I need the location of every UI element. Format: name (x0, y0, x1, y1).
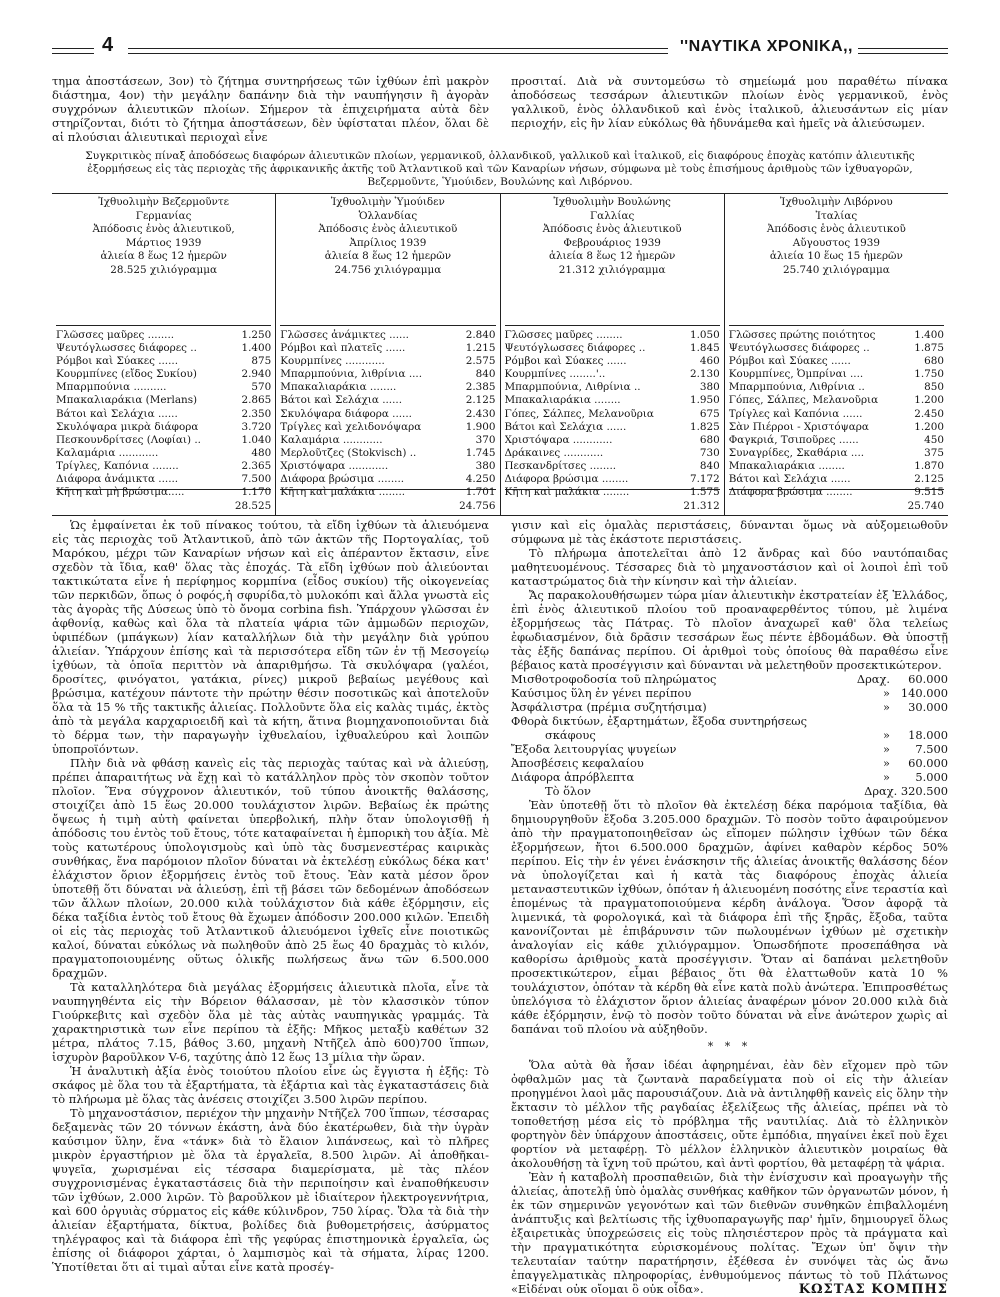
table-row (729, 421, 944, 434)
fish-name: Γόπες, Σάλπες, Μελανοῦρια (504, 407, 654, 420)
cost-amount: » 7.500 (883, 742, 948, 757)
table-row (56, 460, 271, 473)
body-left-column (52, 518, 489, 1297)
fish-name: Βάτοι καὶ Σελάχια ...... (728, 473, 851, 486)
fish-weight: 380 (699, 381, 720, 394)
intro-right-paragraph: προσιταί. Διὰ νὰ συντομεύσω τὸ σημείωμά μου παραθέτω πίνακα ἀποδόσεως τεσσάρων ἁλιευτικῶν πλοίων ἑνὸς γερμανικοῦ, ἑνὸς γαλλικοῦ, ἑνὸς ὁλλανδικοῦ καὶ ἑνὸς ἰταλικοῦ, ἁλιευσάντων εἰς μίαν περιοχήν, εἰς ἣν λίαν εὐκόλως θὰ ἠδυνάμεθα καὶ ἡμεῖς νὰ ἁλιεύσωμεν. (511, 74, 948, 130)
fish-weight: 1.040 (241, 433, 272, 446)
fish-weight: 680 (924, 355, 944, 368)
fish-name: Διάφορα βρώσιμα ........ (728, 486, 853, 499)
fish-name: Βάτοι καὶ Σελάχια ...... (56, 407, 178, 420)
table-heading-line: Γαλλίας (589, 209, 635, 222)
table-heading (56, 194, 271, 326)
table-heading-line: ἁλιεία 8 ἕως 12 ἡμερῶν (548, 250, 676, 263)
table-row (729, 408, 944, 421)
table-heading-line: Αὔγουστος 1939 (792, 236, 880, 249)
fish-name: Γλῶσσες μαῦρες ........ (504, 329, 623, 341)
table-row (280, 381, 495, 394)
fish-weight: 1.200 (914, 420, 944, 433)
table-row (280, 473, 495, 486)
fish-name: Διάφορα ἀνάμικτα ...... (56, 473, 179, 486)
table-row (56, 381, 271, 394)
fish-weight: 1.701 (465, 486, 496, 499)
magazine-page (52, 34, 948, 1297)
fish-name: Τρίγλες καὶ Καπόνια ...... (728, 407, 863, 420)
body-right-paragraph: Ἐὰν ἡ καταβολὴ προσπαθειῶν, διὰ τὴν ἐνίσχυσιν καὶ προαγωγὴν τῆς ἁλιείας, ἀποτελῇ ὑπὸ ὁμαλὰς συνθήκας καθῆκον τῶν ὀργανωτῶν μόνον, ἡ ἐκ τῶν σημερινῶν γεγονότων καὶ τῶν διεθνῶν συνθηκῶν ἐπιβαλλομένη ἀνάπτυξις καὶ βελτίωσις τῆς ἰχθυοπαραγωγῆς παρ' ἡμῖν, δημιουργεῖ ὅλως ἐξαιρετικὰς ὑποχρεώσεις εἰς τοὺς πλησιέστερον πρὸς τὰ πράγματα καὶ τὴν πραγματικότητα εὐρισκομένους πολίτας. Ἔχων ὑπ' ὄψιν τὴν τελευταίαν ταύτην παρατήρησιν, ἐξέθεσα ἐν συνόψει τὰς ὡς ἄνω ἐπαγγελματικὰς πληροφορίας, ἐνθυμούμενος πάντως τὸ τοῦ Πλάτωνος «Εἰδέναι οὐκ οἴομαι ὃ οὐκ οἶδα». (511, 1170, 948, 1297)
page-header (52, 34, 948, 62)
fish-weight: 380 (475, 459, 496, 472)
cost-row (511, 756, 948, 770)
fish-name: Μπακαλιαράκια ........ (280, 381, 397, 394)
fish-name: Μπακαλιαράκια (Merlans) (56, 394, 198, 407)
fish-weight: 1.750 (914, 368, 944, 381)
body-columns (52, 518, 948, 1297)
fish-weight: 7.172 (690, 473, 720, 486)
fish-weight: 1.875 (914, 342, 944, 355)
table-caption: Συγκριτικὸς πίναξ ἀποδόσεως διαφόρων ἁλιευτικῶν πλοίων, γερμανικοῦ, ὁλλανδικοῦ, γαλλικοῦ καὶ ἰταλικοῦ, εἰς διαφόρους ἐποχὰς κατόπιν ἁλιευτικῆς ἐξορμήσεως εἰς τὰς περιοχὰς τῆς ἀφρικανικῆς ἀκτῆς τοῦ Ἀτλαντικοῦ καὶ τῶν Καναρίων νήσων, σύμφωνα μὲ τοὺς ἐπισήμους ἀριθμοὺς τῶν ἰχθυαγορῶν, Βεζερμοῦντε, Ὑμούιδεν, Βουλώνης καὶ Λιβόρνου. (85, 150, 915, 188)
fish-weight: 680 (699, 433, 720, 446)
fish-name: Πεσκουνδρίτσες (Λοφίαι) .. (56, 433, 201, 446)
body-left-paragraph: Τὸ μηχανοστάσιον, περιέχον τὴν μηχανὴν Ντῆζελ 700 ἵππων, τέσσαρας δεξαμενὰς τῶν 20 τόννων ἑκάστη, ἀνὰ δύο ἑκατέρωθεν, διὰ τὴν ὑγρὰν καύσιμον ὕλην, ἕνα «τάνκ» διὰ τὸ ἔλαιον λιπάνσεως, καὶ τὸ πλῆρες μικρὸν ἐργαστήριον μὲ ὅλα τὰ ἐργαλεῖα, 8.500 λιρῶν. Αἱ ἀποθῆκαι-ψυγεῖα, χωρισμέναι εἰς τέσσαρα διαμερίσματα, μὲ τὰς πλέον συγχρονισμένας ἐγκαταστάσεις διὰ τὴν περιποίησιν καὶ ἐναποθήκευσιν τῶν ἰχθύων, 2.000 λιρῶν. Τὸ βαροῦλκον μὲ ἰδιαίτερον ἠλεκτρογεννήτρια, καὶ 600 ὀργυιὰς σύρματος εἰς κάθε κύλινδρον, 750 λίρας. Ὅλα τὰ διὰ τὴν ἁλιείαν ἐξαρτήματα, δίκτυα, βολίδες διὰ βυθομετρήσεις, ἀσύρματος τηλέγραφος καὶ τὰ διάφορα ἐπὶ τῆς γεφύρας ἐπιστημονικὰ ἐργαλεῖα, ὡς ἐπίσης οἱ διάφοροι χάρται, ὁ λαμπισμὸς καὶ τὰ σήματα, λίρας 1200. Ὑποτίθεται ὅτι αἱ τιμαὶ αὗται εἶνε κατὰ προσέγ- (52, 1106, 489, 1275)
fish-name: Μπαρμπούνια, λιθρίνια .... (280, 368, 423, 381)
table-row (729, 381, 944, 394)
body-right-paragraph: Τὸ πλήρωμα ἀποτελεῖται ἀπὸ 12 ἄνδρας καὶ δύο ναυτόπαιδας μαθητευομένους. Τέσσαρες διὰ τὸ μηχανοστάσιον καὶ οἱ λοιποὶ ἐπὶ τοῦ καταστρώματος διὰ τὴν κίνησιν καὶ τὴν ἁλιείαν. (511, 546, 948, 589)
table-row (729, 368, 944, 381)
fish-name: Ρόμβοι καὶ Σύακες ...... (728, 355, 851, 368)
table-row (505, 342, 720, 355)
table-row (280, 434, 495, 447)
cost-total-amount: Δραχ. 320.500 (864, 784, 948, 799)
fish-weight: 1.170 (241, 486, 272, 499)
table-heading-line: 21.312 χιλιόγραμμα (558, 263, 666, 276)
table-heading-line: Ἰχθυολιμὴν Ὑμούιδεν (330, 196, 445, 208)
fish-name: Ψευτόγλωσσες διάφορες .. (56, 342, 197, 355)
cost-label: Φθορὰ δικτύων, ἐξαρτημάτων, ἔξοδα συντηρήσεως (511, 714, 807, 729)
table-row (505, 381, 720, 394)
fish-weight: 1.845 (690, 342, 720, 355)
comparison-tables (52, 193, 948, 516)
cost-row (511, 700, 948, 714)
table-row (280, 486, 495, 499)
fish-weight: 2.365 (241, 459, 272, 472)
body-right-paragraph: Ὅλα αὐτὰ θὰ ἦσαν ἰδέαι ἀφηρημέναι, ἐὰν δὲν εἴχομεν πρὸ τῶν ὀφθαλμῶν μας τὰ ζωντανὰ παραδείγματα ποὺ οἱ εἰς τὴν ἁλιείαν προηγμένοι λαοὶ μᾶς παρουσιάζουν. Διὰ νὰ ἀντιληφθῇ κανεὶς εἰς ὅλην τὴν ἔκτασιν τὸ μέλλον τῆς ραγδαίας ἐξελίξεως τῆς ἁλιείας, πρέπει νὰ τὸ τοποθετήσῃ μέσα εἰς τὸ πρόβλημα τῆς ναυτιλίας. Διὰ τὸ ἑλληνικὸν φορτηγὸν δὲν ὑπάρχουν ἀποστάσεις, οὔτε ἐμπόδια, πηγαίνει ἐκεῖ ποὺ ἔχει φορτίον νὰ μεταφέρῃ. Τὸ μέλλον ἑλληνικὸν ἁλιευτικὸν μοιραίως θὰ ἀκολουθήσῃ τὰ ἴχνη τοῦ πρώτου, καὶ ἀντὶ φορτίου, θὰ μεταφέρῃ τὰ ψάρια. (511, 1058, 948, 1171)
table-total: 24.756 (280, 489, 495, 515)
table-heading-line: Γερμανίας (135, 209, 192, 222)
cost-amount: » 18.000 (883, 728, 948, 743)
fish-weight: 1.050 (690, 329, 720, 341)
table-row (56, 394, 271, 407)
body-left-paragraph: Πλὴν διὰ νὰ φθάσῃ κανεὶς εἰς τὰς περιοχὰς ταύτας καὶ νὰ ἁλιεύσῃ, πρέπει ἀπαραιτήτως νὰ ἔχῃ καὶ τὸ κατάλληλον πρὸς τὸν σκοπὸν τοῦτον πλοῖον. Ἕνα σύγχρονον ἁλιευτικόν, τοῦ τύπου ἀνοικτῆς θαλάσσης, στοιχίζει ἀπὸ 15 ἕως 20.000 τουλάχιστον λιρῶν. Βεβαίως ἐκ πρώτης ὄψεως ἡ τιμὴ αὐτὴ φαίνεται ὑπερβολική, πλὴν ὅταν ὑπολογισθῇ ἡ ἀπόδοσις του ἐντὸς τοῦ ἔτους, τότε καταφαίνεται ἡ ἐμπορικὴ του ἀξία. Μὲ τοὺς κατωτέρους ὑπολογισμοὺς καὶ ὑπὸ τὰς δυσμενεστέρας καιρικὰς συνθήκας, ἕνα παρόμοιον πλοῖον δύναται νὰ ἐκτελέσῃ εὐκόλως δέκα κατ' ἐλάχιστον ὅριον ἐξορμήσεις ἐντὸς τοῦ ἔτους. Ἐὰν κατὰ μέσον ὅρον ὑποτεθῇ ὅτι δύναται νὰ ἁλιεύσῃ, ἐπὶ τῇ βάσει τῶν δεδομένων ἀποδόσεων τῶν ἄλλων πλοίων, 20.000 κιλὰ τοὐλάχιστον διὰ κάθε ἐξόρμησιν, εἰς δέκα ταξίδια ἐντὸς τοῦ ἔτους θὰ ἔχωμεν ἀπόδοσιν 200.000 κιλῶν. Ἐπειδὴ οἱ εἰς τὰς περιοχὰς τοῦ Ἀτλαντικοῦ ἁλιευόμενοι ἰχθεῖς εἶνε ποιοτικῶς καλοί, δύναται εὐκόλως νὰ πωληθοῦν ἀπὸ 25 ἕως 40 δραχμὰς τὸ κιλόν, πραγματοποιουμένης οὕτως ὁλικῆς πωλήσεως ἄνω τῶν 6.500.000 δραχμῶν. (52, 756, 489, 981)
table-row (280, 421, 495, 434)
fish-name: Κῆτη καὶ μαλάκια ........ (280, 486, 406, 499)
cost-amount: » 60.000 (883, 756, 948, 771)
fish-weight: 1.900 (465, 420, 496, 433)
table-row (280, 355, 495, 368)
fish-weight: 2.385 (465, 381, 496, 394)
fish-name: Δράκαινες ............ (504, 446, 604, 459)
fish-name: Βάτοι καὶ Σελάχια ...... (280, 394, 403, 407)
fish-name: Σὰν Πιέρροι - Χριστόψαρα (728, 420, 869, 433)
fish-weight: 9.515 (914, 486, 944, 499)
fish-name: Βάτοι καὶ Σελάχια ...... (504, 420, 627, 433)
table-row (505, 394, 720, 407)
fish-name: Γόπες, Σάλπες, Μελανοῦρια (728, 394, 879, 407)
table-row (56, 447, 271, 460)
fish-name: Μπαρμπούνια, Λιθρίνια .. (504, 381, 641, 394)
body-left-paragraph: Ἡ ἀναλυτικὴ ἀξία ἑνὸς τοιούτου πλοίου εἶνε ὡς ἔγγιστα ἡ ἑξῆς: Τὸ σκάφος μὲ ὅλα του τὰ ἐξαρτήματα, τὰ ἐξάρτια καὶ τὰς ἐγκαταστάσεις διὰ τὸ πλήρωμα μὲ ὅλας τὰς ἀνέσεις στοιχίζει 3.500 λιρῶν περίπου. (52, 1064, 489, 1107)
table-heading-line: ἁλιεία 10 ἕως 15 ἡμερῶν (769, 250, 903, 263)
cost-list (511, 672, 948, 784)
table-heading-line: 25.740 χιλιόγραμμα (782, 263, 890, 276)
table-row (505, 329, 720, 342)
table-heading-line: Ἰταλίας (815, 209, 858, 222)
fish-name: Μπακαλιαράκια ........ (728, 459, 845, 472)
table-row (56, 434, 271, 447)
intro-columns (52, 74, 948, 144)
cost-label: Ἀποσβέσεις κεφαλαίου (511, 756, 644, 771)
table-heading-line: ἁλιεία 8 ἕως 12 ἡμερῶν (100, 250, 227, 263)
fish-weight: 3.720 (241, 420, 272, 433)
body-right-paragraph: γισιν καὶ εἰς ὁμαλὰς περιστάσεις, δύνανται ὅμως νὰ αὐξομειωθοῦν σύμφωνα μὲ τὰς ἑκάστοτε περιστάσεις. (511, 518, 948, 547)
fish-name: Τρίγλες καὶ χελιδονόψαρα (280, 420, 422, 433)
table-rows (56, 326, 272, 499)
fish-yield-table (275, 194, 499, 515)
fish-yield-table (724, 194, 948, 515)
fish-name: Ρόμβοι καὶ Σύακες ...... (504, 355, 627, 368)
magazine-title: ''ΝΑΥΤΙΚΑ ΧΡΟΝΙΚΑ,, (680, 38, 853, 55)
table-row (280, 447, 495, 460)
table-row (729, 486, 944, 499)
table-total: 28.525 (56, 489, 271, 515)
fish-name: Συναγρίδες, Σκαθάρια .... (728, 446, 865, 459)
cost-label: Ἔξοδα λειτουργίας ψυγείων (511, 742, 677, 757)
fish-weight: 840 (475, 368, 496, 381)
fish-weight: 2.940 (241, 368, 272, 381)
table-row (505, 408, 720, 421)
fish-weight: 370 (475, 433, 496, 446)
body-right-paragraph: Ἄς παρακολουθήσωμεν τώρα μίαν ἁλιευτικὴν ἐκστρατείαν ἐξ Ἑλλάδος, ἐπὶ ἑνὸς ἁλιευτικοῦ πλοίου τοῦ προαναφερθέντος τύπου, μὲ λιμένα ἐξορμήσεως τὰς Πάτρας. Τὸ πλοῖον ἀναχωρεῖ καθ' ὅλα τελείως ἐφωδιασμένον, διὰ δρᾶσιν τεσσάρων ἕως πέντε ἑβδομάδων. Θὰ ὑποστῇ τὰς ἑξῆς δαπάνας περίπου. Οἱ ἀριθμοὶ τοὺς ὁποίους θὰ παραθέσω εἶνε βέβαιος κατὰ προσέγγισιν καὶ δύνανται νὰ μελετηθοῦν προσεκτικώτερον. (511, 588, 948, 673)
body-left-paragraph: Ὡς ἐμφαίνεται ἐκ τοῦ πίνακος τούτου, τὰ εἴδη ἰχθύων τὰ ἁλιευόμενα εἰς τὰς περιοχὰς τοῦ Ἀτλαντικοῦ, ἀπὸ τῶν ἀκτῶν τῆς Πορτογαλίας, τοῦ Μαρόκου, μέχρι τῶν Καναρίων νήσων καὶ εἰς ἀπέραντον ἔκτασιν, εἶνε σχεδὸν τὰ ἴδια, καθ' ὅλας τὰς ἐποχάς. Τὰ εἴδη ἰχθύων ποὺ ἁλιεύονται τακτικώτατα εἶνε ἡ περίφημος κορμπίνα (εἶδος συκίου) τῆς οἰκογενείας τῶν περκιδῶν, ὅπως ὁ ροφός,ἡ σφυρίδα,τὸ μυλοκόπι καὶ ἄλλα γνωστὰ εἰς τὰς ἀγορὰς τῆς Δύσεως ὑπὸ τὸ ὄνομα corbina fish. Ὑπάρχουν γλῶσσαι ἐν ἀφθονίᾳ, καθὼς καὶ ὅλα τὰ πλατεία ψάρια τῶν ἀμμωδῶν περιοχῶν, ὑφιπέδων (μπάγκων) λίαν καταλλήλων διὰ τὴν μεγάλην διὰ γρύπου ἁλιείαν. Ὑπάρχουν ἐπίσης καὶ τὰ περισσότερα εἴδη τῶν ἐν τῇ Μεσογείῳ ἰχθύων, τὰ ὁποῖα περιττὸν νὰ ἀπαριθμήσω. Τὰ σκυλόψαρα (γαλέοι, δροσίτες, φινόγατοι, γατάκια, ρίνες) μικροῦ βεβαίως μεγέθους καὶ βρώσιμα, κατέχουν πάντοτε τὴν πρώτην θέσιν ποσοτικῶς καὶ ἀποτελοῦν ὅλα τὰ 15 % τῆς τακτικῆς ἁλιείας. Πολλοῦντε ὅλα εἰς καλὰς τιμάς, ἐκτὸς ἀπὸ τὰ μεγάλα καρχαριοειδῆ καὶ τὰ κήτη, ἅτινα βιομηχανοποιοῦνται διὰ τὸ δέρμα των, τὴν παραγωγὴν ἰχθυελαίου, ἰχθυαλεύρου καὶ λοιπῶν ὑποπροϊόντων. (52, 518, 489, 757)
fish-weight: 1.870 (914, 459, 944, 472)
table-row (280, 368, 495, 381)
fish-weight: 1.825 (690, 420, 720, 433)
fish-weight: 840 (699, 459, 720, 472)
cost-row (511, 672, 948, 686)
body-right-column (511, 518, 948, 1297)
table-row (729, 434, 944, 447)
fish-weight: 2.840 (465, 329, 496, 341)
fish-name: Χριστόψαρα ............ (504, 433, 613, 446)
table-heading-line: Ἀπόδοσις ἑνὸς ἁλιευτικοῦ (318, 223, 458, 236)
fish-weight: 480 (251, 446, 272, 459)
cost-row (511, 742, 948, 756)
fish-name: Πεσκανδρίτσες ........ (504, 459, 617, 472)
fish-weight: 570 (251, 381, 272, 394)
table-row (729, 473, 944, 486)
table-heading-line: Ἰχθυολιμὴν Βουλώνης (553, 196, 671, 208)
fish-name: Κουρμπίνες ........'.. (504, 368, 606, 381)
table-heading (729, 194, 944, 326)
fish-name: Σκυλόψαρα μικρὰ διάφορα (56, 420, 199, 433)
body-right-paragraph: Ἐὰν ὑποτεθῇ ὅτι τὸ πλοῖον θὰ ἐκτελέσῃ δέκα παρόμοια ταξίδια, θὰ δημιουργηθοῦν ἔξοδα 3.205.000 δραχμῶν. Τὸ ποσὸν τοῦτο ἀφαιρούμενον ἀπὸ τὴν πραγματοποιηθεῖσαν ὡς εἴπομεν πώλησιν ἰχθύων τῶν δέκα ἐξορμήσεων, ἤτοι 6.500.000 δραχμῶν, ἀφίνει καθαρὸν κέρδος 50% περίπου. Εἰς τὴν ἐν γένει ἐνάσκησιν τῆς ἁλιείας ἀνοικτῆς θαλάσσης δέον νὰ ὑπολογίζεται καὶ ἡ κατὰ τὰς διαφόρους ἐποχὰς ἁλιεία μεταναστευτικῶν ἰχθύων, ὁπόταν ἡ ἁλιευομένη ποσότης εἶνε τεραστία καὶ ἑπομένως τὰ πραγματοποιούμενα κέρδη ἀνάλογα. Ὅσον ἀφορᾷ τὰ λιμενικά, τὰ φορολογικά, καὶ τὰ διάφορα ἐπὶ τῆς ξηρᾶς, ἔξοδα, ταῦτα κανονίζονται μὲ ἐπιβάρυνσιν τῶν πωλουμένων ἰχθύων μὲ σχετικὴν ἀναλογίαν εἰς κάθε χιλιόγραμμον. Ὁπωσδήποτε προσεπάθησα νὰ καθορίσω ἀριθμοὺς κατὰ προσέγγισιν. Ὅταν αἱ δαπάναι μελετηθοῦν προσεκτικώτερον, εἶμαι βέβαιος ὅτι θὰ ἐλαττωθοῦν κατὰ 10 % τουλάχιστον, ὁπόταν τὰ κέρδη θὰ εἶνε κατὰ πολὺ ἀνώτερα. Ἐπιπροσθέτως ὑπελόγισα τὸ ἐλάχιστον ὅριον ἁλιείας ἀναφέρων μόνον 20.000 κιλὰ διὰ κάθε ἐξόρμησιν, ἐνῷ τὸ ποσὸν τοῦτο δύναται νὰ εἶνε ἀνώτερον χωρὶς αἱ δαπάναι τοῦ πλοίου νὰ αὐξηθοῦν. (511, 798, 948, 1037)
fish-weight: 675 (699, 407, 720, 420)
fish-name: Καλαμάρια ............ (280, 433, 383, 446)
fish-name: Ψευτόγλωσσες διάφορες .. (728, 342, 870, 355)
fish-name: Τρίγλες, Καπόνια ........ (56, 459, 179, 472)
table-heading-line: ἁλιεία 8 ἕως 12 ἡμερῶν (324, 250, 452, 263)
fish-name: Φαγκριά, Τσιποῦρες ...... (728, 433, 859, 446)
author-signature: ΚΩΣΤΑΣ ΚΟΜΠΗΣ (798, 1282, 948, 1297)
cost-label: Διάφορα ἀπρόβλεπτα (511, 770, 635, 785)
fish-weight: 1.400 (241, 342, 272, 355)
header-rule-middle (128, 48, 668, 54)
fish-yield-table (52, 194, 275, 515)
header-rule-right (858, 48, 948, 54)
fish-weight: 2.450 (914, 407, 944, 420)
fish-name: Κουρμπίνες ............ (280, 355, 385, 368)
cost-amount: » 140.000 (883, 686, 948, 701)
fish-name: Διάφορα βρώσιμα ........ (504, 473, 629, 486)
fish-weight: 875 (251, 355, 272, 368)
fish-name: Γλῶσσες ἀνάμικτες ...... (280, 329, 409, 341)
cost-total-label: Τὸ ὅλον (545, 784, 591, 799)
page-number: 4 (102, 34, 114, 56)
table-heading-line: Ἀπρίλιος 1939 (349, 236, 427, 249)
fish-name: Μπαρμπούνια, Λιθρίνια .. (728, 381, 865, 394)
table-rows (728, 326, 944, 499)
fish-weight: 1.400 (914, 329, 944, 341)
fish-weight: 2.125 (914, 473, 944, 486)
fish-name: Σκυλόψαρα διάφορα ...... (280, 407, 412, 420)
table-row (505, 421, 720, 434)
cost-label: Ἀσφάλιστρα (πρέμια συζητήσιμα) (511, 700, 707, 715)
table-heading-line: Ἰχθυολιμὴν Βεζερμοῦντε (98, 196, 229, 208)
table-total: 21.312 (505, 489, 720, 515)
fish-weight: 2.130 (690, 368, 720, 381)
fish-weight: 2.350 (241, 407, 272, 420)
table-heading-line: 24.756 χιλιόγραμμα (334, 263, 442, 276)
fish-weight: 2.575 (465, 355, 496, 368)
fish-weight: 2.125 (465, 394, 496, 407)
table-heading-line: Μάρτιος 1939 (125, 236, 202, 249)
fish-name: Γλῶσσες μαῦρες ........ (56, 329, 175, 341)
cost-row (511, 770, 948, 784)
table-row (505, 355, 720, 368)
table-row (280, 342, 495, 355)
table-row (280, 394, 495, 407)
fish-name: Ψευτόγλωσσες διάφορες .. (504, 342, 646, 355)
fish-name: Κῆτη καὶ μαλάκια ........ (504, 486, 630, 499)
table-row (280, 460, 495, 473)
table-row (56, 342, 271, 355)
fish-name: Μπαρμπούνια .......... (56, 381, 167, 394)
fish-name: Καλαμάρια ............ (56, 446, 159, 459)
fish-weight: 375 (924, 446, 944, 459)
fish-weight: 850 (924, 381, 944, 394)
table-row (505, 460, 720, 473)
table-row (505, 447, 720, 460)
fish-name: Κουρμπίνες (εἴδος Συκίου) (56, 368, 197, 381)
table-heading-line: Φεβρουάριος 1939 (563, 236, 661, 249)
table-heading-line: Ὁλλανδίας (358, 209, 418, 222)
fish-name: Μερλοῦτζες (Stokvisch) .. (280, 446, 417, 459)
table-heading-line: Ἰχθυολιμὴν Λιβόρνου (780, 196, 893, 208)
fish-name: Μπακαλιαράκια ........ (504, 394, 621, 407)
fish-yield-table (500, 194, 724, 515)
table-row (56, 355, 271, 368)
fish-name: Ρόμβοι καὶ Σύακες ...... (56, 355, 179, 368)
fish-weight: 1.950 (690, 394, 720, 407)
table-heading (280, 194, 495, 326)
cost-total-row (511, 784, 948, 798)
table-row (729, 447, 944, 460)
header-rule-left (52, 48, 94, 54)
fish-name: Χριστόψαρα ............ (280, 459, 389, 472)
cost-label: Μισθοτροφοδοσία τοῦ πληρώματος (511, 672, 717, 687)
table-row (729, 342, 944, 355)
cost-amount: » 30.000 (883, 700, 948, 715)
table-row (505, 473, 720, 486)
cost-amount: » 5.000 (883, 770, 948, 785)
table-row (56, 473, 271, 486)
fish-weight: 1.200 (914, 394, 944, 407)
table-row (729, 394, 944, 407)
table-row (280, 408, 495, 421)
cost-label: Καύσιμος ὕλη ἐν γένει περίπου (511, 686, 692, 701)
cost-label: σκάφους (545, 728, 596, 743)
table-row (56, 368, 271, 381)
table-row (56, 329, 271, 342)
table-heading-line: Ἀπόδοσις ἑνὸς ἁλιευτικοῦ (542, 223, 682, 236)
table-row (280, 329, 495, 342)
table-row (56, 486, 271, 499)
fish-weight: 1.575 (690, 486, 720, 499)
fish-weight: 2.865 (241, 394, 272, 407)
fish-weight: 1.215 (465, 342, 496, 355)
fish-weight: 460 (699, 355, 720, 368)
table-heading-line: 28.525 χιλιόγραμμα (110, 263, 218, 276)
section-divider-stars: * * * (707, 1040, 752, 1054)
table-heading-line: Ἀπόδοσις ἑνὸς ἁλιευτικοῦ, (92, 223, 235, 236)
cost-row (511, 728, 948, 742)
fish-weight: 1.250 (241, 329, 272, 341)
fish-name: Κουρμπίνες, Ὀμπρίναι .... (728, 368, 864, 381)
cost-row (511, 686, 948, 700)
fish-name: Κῆτη καὶ μὴ βρώσιμα..... (56, 486, 185, 499)
table-row (505, 486, 720, 499)
fish-weight: 450 (924, 433, 944, 446)
table-total: 25.740 (729, 489, 944, 515)
table-row (729, 460, 944, 473)
table-row (56, 421, 271, 434)
table-rows (280, 326, 496, 499)
table-heading-line: Ἀπόδοσις ἑνὸς ἁλιευτικοῦ (766, 223, 906, 236)
fish-weight: 4.250 (465, 473, 496, 486)
fish-name: Γλῶσσες πρώτης ποιότητος (728, 329, 876, 341)
table-row (729, 329, 944, 342)
cost-amount (840, 714, 948, 728)
fish-name: Ρόμβοι καὶ πλατεῖς ...... (280, 342, 406, 355)
table-row (729, 355, 944, 368)
fish-weight: 7.500 (241, 473, 272, 486)
table-row (505, 368, 720, 381)
table-heading (505, 194, 720, 326)
table-row (56, 408, 271, 421)
fish-name: Διάφορα βρώσιμα ........ (280, 473, 405, 486)
cost-amount: Δραχ. 60.000 (856, 672, 948, 687)
cost-row (511, 714, 948, 728)
fish-weight: 2.430 (465, 407, 496, 420)
fish-weight: 1.745 (465, 446, 496, 459)
table-row (505, 434, 720, 447)
intro-left-paragraph: τημα ἀποστάσεων, 3ον) τὸ ζήτημα συντηρήσεως τῶν ἰχθύων ἐπὶ μακρὸν διάστημα, 4ον) τὴν μεγάλην δαπάνην διὰ τὴν ναυπήγησιν ἢ ἀγορὰν συγχρόνων ἁλιευτικῶν πλοίων. Σήμερον τὰ ἐπιχειρήματα αὐτὰ δὲν στηρίζονται, διότι τὸ ζήτημα ἀποστάσεων, δὲν ὑφίσταται πλέον, ὅλαι δὲ αἱ πλούσιαι ἁλιευτικαὶ περιοχαὶ εἶνε (52, 74, 489, 144)
body-left-paragraph: Τὰ καταλληλότερα διὰ μεγάλας ἐξορμήσεις ἁλιευτικὰ πλοῖα, εἶνε τὰ ναυπηγηθέντα εἰς τὴν Βόρειον θάλασσαν, μὲ τὸν κλασσικὸν τύπον Γιούρκεβιτς καὶ σχεδὸν ὅλα μὲ τὰς αὐτὰς ναυπηγικὰς γραμμάς. Τὰ χαρακτηριστικὰ των εἶνε περίπου τὰ ἑξῆς: Μῆκος μεταξὺ καθέτων 32 μέτρα, πλάτος 7.15, βάθος 3.60, μηχανὴ Ντῆζελ ἀπὸ 600)700 ἵππων, ἰσχυρὸν βαροῦλκον V-6, ταχύτης ἀπὸ 12 ἕως 13 μίλια τὴν ὥραν. (52, 980, 489, 1065)
fish-weight: 730 (699, 446, 720, 459)
table-rows (504, 326, 720, 499)
